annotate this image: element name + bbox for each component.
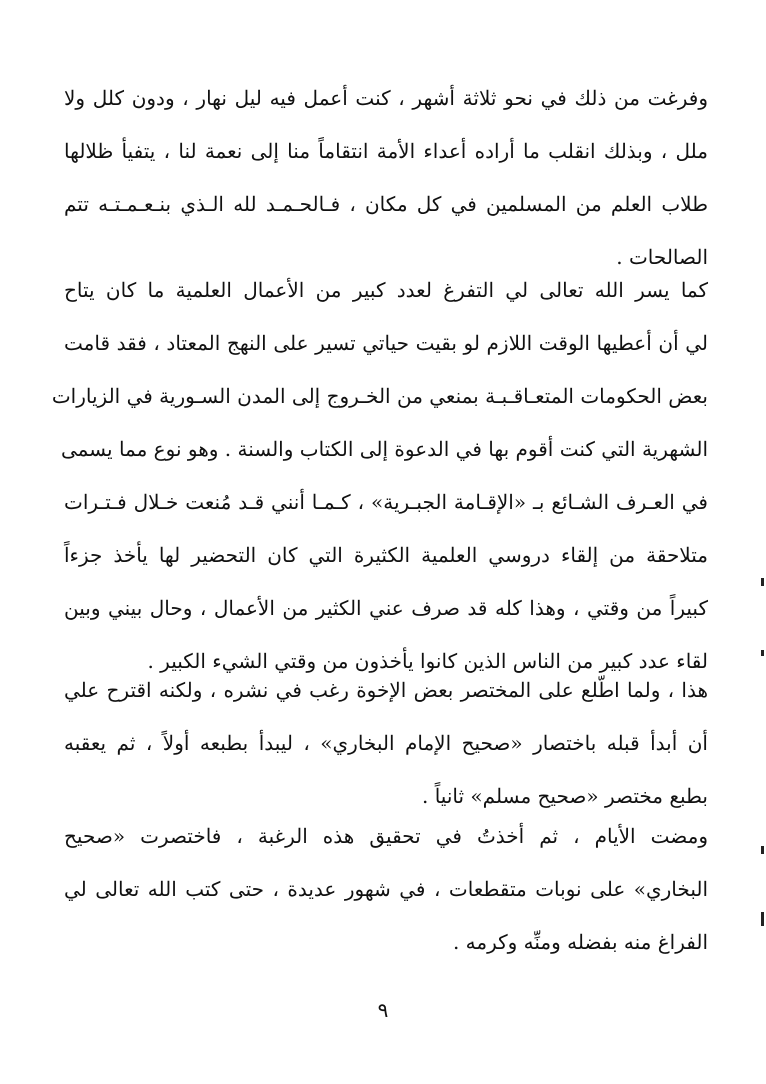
paragraph-4: [64, 810, 708, 969]
paragraph-line: وفرغت من ذلك في نحو ثلاثة أشهر ، كنت أعمل فيه ليل نهار ، ودون كلل ولا: [64, 86, 708, 110]
paragraph-line: لي أن أعطيها الوقت اللازم لو بقيت حياتي تسير على النهج المعتاد ، فقد قامت: [64, 331, 708, 355]
paragraph-line: ملل ، وبذلك انقلب ما أراده أعداء الأمة انتقاماً منا إلى نعمة لنا ، يتفيأ ظلالها: [64, 139, 708, 163]
paragraph-line: لقاء عدد كبير من الناس الذين كانوا يأخذون من وقتي الشيء الكبير .: [147, 649, 708, 673]
paragraph-line: ومضت الأيام ، ثم أخذتُ في تحقيق هذه الرغبة ، فاختصرت «صحيح: [64, 824, 708, 848]
paragraph-line: الشهرية التي كنت أقوم بها في الدعوة إلى الكتاب والسنة . وهو نوع مما يسمى: [60, 437, 708, 461]
paragraph-line: هذا ، ولما اطّلع على المختصر بعض الإخوة رغب في نشره ، ولكنه اقترح علي: [64, 678, 708, 702]
scan-artifact: [761, 846, 764, 854]
paragraph-line: أن أبدأ قبله باختصار «صحيح الإمام البخاري» ، ليبدأ بطبعه أولاً ، ثم يعقبه: [64, 731, 708, 755]
paragraph-line: البخاري» على نوبات متقطعات ، في شهور عديدة ، حتى كتب الله تعالى لي: [64, 877, 708, 901]
paragraph-line: كما يسر الله تعالى لي التفرغ لعدد كبير من الأعمال العلمية ما كان يتاح: [64, 278, 708, 302]
paragraph-line: بعض الحكومات المتعـاقـبـة بمنعي من الخـروج إلى المدن السـورية في الزيارات: [51, 384, 708, 408]
paragraph-3: [64, 664, 708, 823]
paragraph-line: في العـرف الشـائع بـ «الإقـامة الجبـرية» ، كـمـا أنني قـد مُنعت خـلال فـتـرات: [64, 490, 708, 514]
paragraph-line: الفراغ منه بفضله ومنِّه وكرمه .: [452, 930, 708, 954]
scan-artifact: [761, 578, 764, 586]
page-number: ٩: [377, 998, 389, 1022]
paragraph-2: [51, 264, 708, 688]
paragraph-line: طلاب العلم من المسلمين في كل مكان ، فـالحـمـد لله الـذي بنـعـمـتـه تتم: [64, 192, 708, 216]
paragraph-line: كبيراً من وقتي ، وهذا كله قد صرف عني الكثير من الأعمال ، وحال بيني وبين: [64, 596, 708, 620]
paragraph-line: الصالحات .: [616, 245, 708, 269]
paragraph-line: متلاحقة من إلقاء دروسي العلمية الكثيرة التي كان التحضير لها يأخذ جزءاً: [64, 543, 708, 567]
paragraph-1: [64, 72, 708, 284]
paragraph-line: بطبع مختصر «صحيح مسلم» ثانياً .: [422, 784, 708, 808]
scan-artifact: [761, 912, 764, 926]
scan-artifact: [761, 650, 764, 656]
